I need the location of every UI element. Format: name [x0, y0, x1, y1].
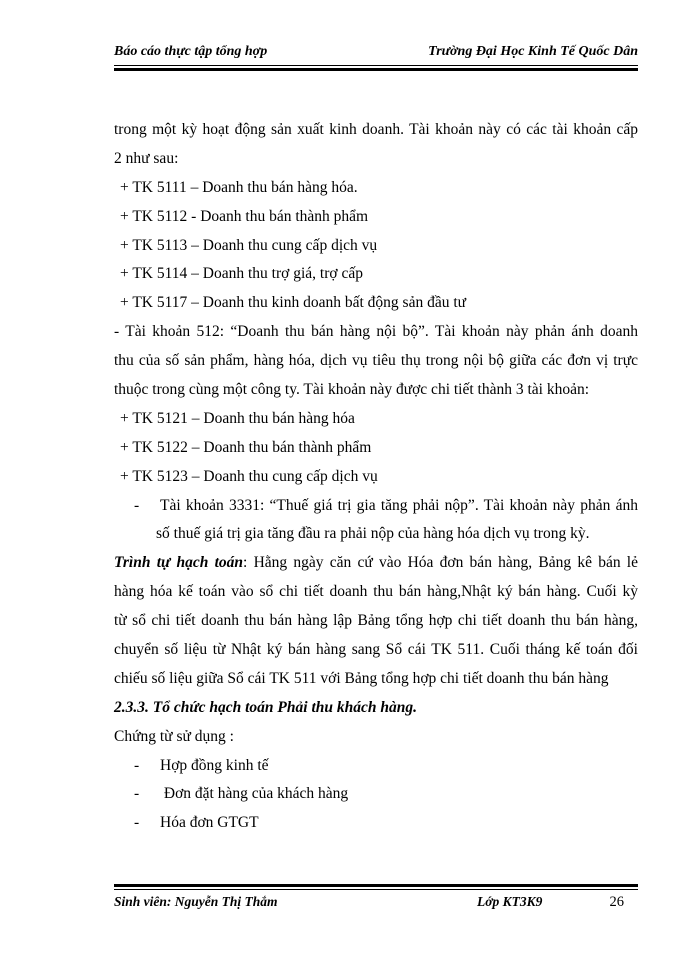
list-item-text: Đơn đặt hàng của khách hàng	[160, 785, 349, 803]
list-item	[114, 809, 638, 838]
list-item-text: Hóa đơn GTGT	[160, 814, 259, 832]
paragraph-line: - Tài khoản 512: “Doanh thu bán hàng nội bộ”. Tài khoản này phản ánh doanh	[114, 323, 638, 341]
list-item	[114, 492, 638, 521]
footer-rule-thin	[114, 889, 638, 890]
page-number: 26	[609, 894, 624, 910]
section-lead-bold: Trình tự hạch toán	[114, 554, 244, 572]
paragraph-line: chiếu số liệu giữa Sổ cái TK 511 với Bảng tổng hợp chi tiết doanh thu bán hàng	[114, 669, 609, 687]
paragraph-line: Chứng từ sử dụng :	[114, 727, 234, 745]
list-item: + TK 5123 – Doanh thu cung cấp dịch vụ	[120, 467, 378, 485]
list-item: + TK 5112 - Doanh thu bán thành phẩm	[120, 207, 369, 225]
footer-class: Lớp KT3K9	[477, 894, 543, 909]
paragraph-line: từ sổ chi tiết doanh thu bán hàng lập Bảng tổng hợp chi tiết doanh thu bán hàng,	[114, 612, 638, 630]
section-heading: 2.3.3. Tổ chức hạch toán Phải thu khách hàng.	[114, 698, 417, 716]
paragraph-line: thu của số sản phẩm, hàng hóa, dịch vụ tiêu thụ trong nội bộ giữa các đơn vị trực	[114, 352, 638, 370]
list-item: + TK 5122 – Doanh thu bán thành phẩm	[120, 438, 372, 456]
paragraph-line: hàng hóa kế toán vào sổ chi tiết doanh thu bán hàng,Nhật ký bán hàng. Cuối kỳ	[114, 583, 638, 601]
list-item	[114, 752, 638, 781]
list-item	[114, 780, 638, 809]
header-report-title: Báo cáo thực tập tổng hợp	[114, 44, 268, 59]
footer-rule-thick	[114, 884, 638, 887]
list-item: + TK 5121 – Doanh thu bán hàng hóa	[120, 409, 355, 427]
list-item: + TK 5111 – Doanh thu bán hàng hóa.	[120, 178, 358, 196]
list-item-text: Tài khoản 3331: “Thuế giá trị gia tăng phải nộp”. Tài khoản này phản ánh	[160, 496, 638, 514]
list-item: + TK 5113 – Doanh thu cung cấp dịch vụ	[120, 236, 378, 254]
paragraph-line	[114, 549, 638, 578]
header-rule-thick	[114, 68, 638, 71]
list-dash: -	[134, 785, 140, 803]
list-item: + TK 5114 – Doanh thu trợ giá, trợ cấp	[120, 265, 363, 283]
list-dash: -	[134, 756, 140, 774]
list-dash: -	[134, 496, 140, 514]
footer-student-name: Sinh viên: Nguyễn Thị Thắm	[114, 894, 278, 909]
paragraph-line: thuộc trong cùng một công ty. Tài khoản này được chi tiết thành 3 tài khoản:	[114, 381, 590, 399]
paragraph-line: số thuế giá trị gia tăng đầu ra phải nộp của hàng hóa dịch vụ trong kỳ.	[156, 525, 590, 543]
list-item-text: Hợp đồng kinh tế	[160, 756, 269, 774]
header-university: Trường Đại Học Kinh Tế Quốc Dân	[428, 44, 638, 59]
list-dash: -	[134, 814, 140, 832]
paragraph-line: chuyển số liệu từ Nhật ký bán hàng sang Sổ cái TK 511. Cuối tháng kế toán đối	[114, 641, 638, 659]
page-footer	[114, 894, 638, 914]
page-header	[114, 44, 638, 64]
body-text	[114, 116, 638, 838]
paragraph-line: 2 như sau:	[114, 149, 179, 167]
paragraph-line: trong một kỳ hoạt động sản xuất kinh doanh. Tài khoản này có các tài khoản cấp	[114, 121, 638, 138]
section-lead-text: : Hằng ngày căn cứ vào Hóa đơn bán hàng, Bảng kê bán lẻ	[243, 554, 638, 572]
header-rule-thin	[114, 65, 638, 66]
list-item: + TK 5117 – Doanh thu kinh doanh bất động sản đầu tư	[120, 294, 467, 312]
